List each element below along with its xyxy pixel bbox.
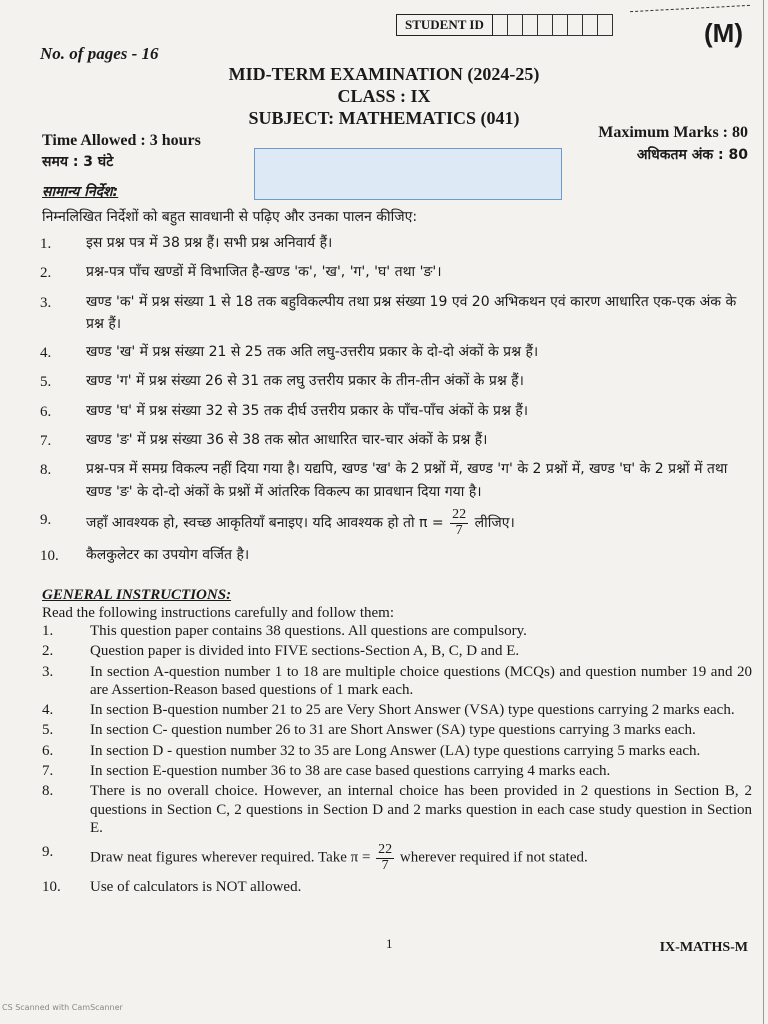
list-item [40, 370, 756, 394]
fraction-numerator: 22 [378, 842, 393, 858]
item-number: 5. [42, 722, 54, 739]
item-text: In section A-question number 1 to 18 are multiple choice questions (MCQs) and question number 19 and 20 are Assertion-Reason based questions of 1 mark each. [90, 663, 752, 698]
item-number: 8. [40, 462, 52, 479]
item-number: 7. [42, 763, 54, 780]
list-item [42, 782, 752, 837]
student-id-cell [508, 14, 523, 36]
student-id-cell [493, 14, 508, 36]
item-text: खण्ड 'क' में प्रश्न संख्या 1 से 18 तक बहुविकल्पीय तथा प्रश्न संख्या 19 एवं 20 अभिकथन एवं कारण आधारित एक-एक अंक के प्रश्न हैं। [86, 293, 737, 333]
set-code: (M) [704, 18, 743, 48]
item-text: This question paper contains 38 questions. All questions are compulsory. [90, 623, 527, 639]
page-number: 1 [386, 936, 393, 951]
item-number: 5. [40, 374, 52, 391]
item-text: In section C- question number 26 to 31 are Short Answer (SA) type questions carrying 3 marks each. [90, 722, 696, 739]
item-text: In section E-question number 36 to 38 are case based questions carrying 4 marks each. [90, 763, 611, 780]
maximum-marks-en: Maximum Marks : 80 [598, 124, 748, 141]
item-text: कैलकुलेटर का उपयोग वर्जित है। [86, 546, 250, 563]
item-number: 6. [40, 403, 52, 420]
item-text: खण्ड 'ग' में प्रश्न संख्या 26 से 31 तक लघु उत्तरीय प्रकार के तीन-तीन अंकों के प्रश्न हैं। [86, 373, 524, 390]
student-id-cell [598, 14, 613, 36]
item-text: प्रश्न-पत्र पाँच खण्डों में विभाजित है-खण्ड 'क', 'ख', 'ग', 'घ' तथा 'ङ'। [86, 264, 442, 281]
student-id-cell [583, 14, 598, 36]
item-number: 10. [42, 878, 61, 895]
item-text-part: wherever required if not stated. [399, 849, 588, 866]
general-instructions-heading: GENERAL INSTRUCTIONS: [42, 587, 232, 603]
list-item [40, 429, 756, 453]
list-item [42, 721, 752, 739]
item-text: Use of calculators is NOT allowed. [90, 878, 302, 895]
list-item [40, 400, 756, 424]
item-text: Question paper is divided into FIVE sections-Section A, B, C, D and E. [90, 643, 520, 660]
list-item [40, 232, 756, 256]
item-number: 10. [40, 547, 59, 564]
pi-fraction [450, 508, 468, 538]
subject-title: SUBJECT: MATHEMATICS (041) [248, 108, 520, 128]
item-number: 3. [42, 663, 54, 680]
item-number: 1. [40, 236, 52, 252]
list-item [40, 458, 756, 503]
student-id-dashed-line [630, 5, 750, 12]
exam-title: MID-TERM EXAMINATION (2024-25) [228, 64, 540, 84]
fraction-denominator: 7 [455, 523, 463, 539]
english-instructions-list [42, 622, 752, 898]
student-id-box [396, 14, 628, 36]
list-item [40, 261, 756, 285]
fraction-numerator: 22 [452, 507, 467, 523]
redaction-box [254, 148, 562, 200]
list-item [42, 622, 752, 640]
fraction-denominator: 7 [381, 857, 389, 873]
student-id-cell [523, 14, 538, 36]
student-id-cell [538, 14, 553, 36]
item-text: खण्ड 'ख' में प्रश्न संख्या 21 से 25 तक अति लघु-उत्तरीय प्रकार के दो-दो अंकों के प्रश्न हैं। [86, 343, 539, 360]
item-text-part: Draw neat figures wherever required. Take π = [90, 849, 371, 866]
hindi-instructions-list [40, 232, 756, 573]
item-text: In section B-question number 21 to 25 are Very Short Answer (VSA) type questions carrying 2 marks each. [90, 702, 735, 719]
page-edge-line [763, 0, 764, 1024]
item-text [86, 508, 756, 538]
list-item [42, 843, 752, 873]
list-item [42, 663, 752, 700]
item-number: 2. [40, 265, 52, 282]
list-item [42, 701, 752, 719]
hindi-instructions-heading: सामान्य निर्देश: [42, 184, 119, 200]
item-text: प्रश्न-पत्र में समग्र विकल्प नहीं दिया गया है। यद्यपि, खण्ड 'ख' के 2 प्रश्नों में, खण्ड 'ग' के 2 प्रश्नों में, खण्ड 'घ' के 2 प्रश्नों में तथा खण्ड 'ङ' के दो-दो अंकों के प्रश्नों में आंतरिक विकल्प का प्रावधान दिया गया है। [86, 461, 728, 500]
general-instructions-intro: Read the following instructions carefully and follow them: [42, 605, 395, 621]
student-id-cell [568, 14, 583, 36]
item-number: 6. [42, 742, 54, 759]
item-number: 3. [40, 294, 52, 311]
page-count: No. of pages - 16 [40, 44, 159, 63]
student-id-cell [553, 14, 568, 36]
item-number: 9. [42, 844, 54, 861]
item-text-part: लीजिए। [474, 515, 515, 532]
list-item [42, 642, 752, 660]
paper-code: IX-MATHS-M [659, 940, 748, 955]
item-text: खण्ड 'ङ' में प्रश्न संख्या 36 से 38 तक स्रोत आधारित चार-चार अंकों के प्रश्न हैं। [86, 431, 488, 448]
time-allowed-hi: समय : 3 घंटे [42, 154, 114, 170]
item-text: इस प्रश्न पत्र में 38 प्रश्न हैं। सभी प्रश्न अनिवार्य हैं। [86, 235, 333, 251]
item-text: In section D - question number 32 to 35 are Long Answer (LA) type questions carrying 5 marks each. [90, 742, 701, 759]
list-item [42, 762, 752, 780]
class-title: CLASS : IX [337, 86, 431, 106]
item-text: खण्ड 'घ' में प्रश्न संख्या 32 से 35 तक दीर्घ उत्तरीय प्रकार के पाँच-पाँच अंकों के प्रश्न हैं। [86, 402, 529, 419]
list-item [42, 742, 752, 760]
list-item [40, 508, 756, 538]
list-item [40, 341, 756, 365]
item-number: 4. [40, 344, 52, 361]
list-item [40, 544, 756, 568]
item-number: 2. [42, 643, 54, 660]
item-text-part: जहाँ आवश्यक हो, स्वच्छ आकृतियाँ बनाइए। यदि आवश्यक हो तो π = [86, 515, 444, 532]
item-text: There is no overall choice. However, an internal choice has been provided in 2 questions in Section B, 2 questions in Section C, 2 questions in Section D and 2 marks question in each case study question in Section E. [90, 783, 752, 836]
list-item [40, 291, 756, 336]
list-item [42, 878, 752, 896]
scanner-watermark: CS Scanned with CamScanner [2, 1003, 123, 1012]
pi-fraction [376, 843, 394, 873]
student-id-label: STUDENT ID [396, 14, 493, 36]
item-number: 7. [40, 432, 52, 449]
item-number: 4. [42, 702, 54, 719]
item-text [90, 843, 752, 873]
item-number: 8. [42, 783, 54, 800]
maximum-marks-hi: अधिकतम अंक : 80 [636, 147, 748, 163]
item-number: 1. [42, 623, 54, 639]
hindi-instructions-intro: निम्नलिखित निर्देशों को बहुत सावधानी से पढ़िए और उनका पालन कीजिए: [42, 209, 418, 225]
student-id-cells [493, 14, 613, 36]
item-number: 9. [40, 512, 52, 529]
time-allowed-en: Time Allowed : 3 hours [42, 132, 201, 149]
